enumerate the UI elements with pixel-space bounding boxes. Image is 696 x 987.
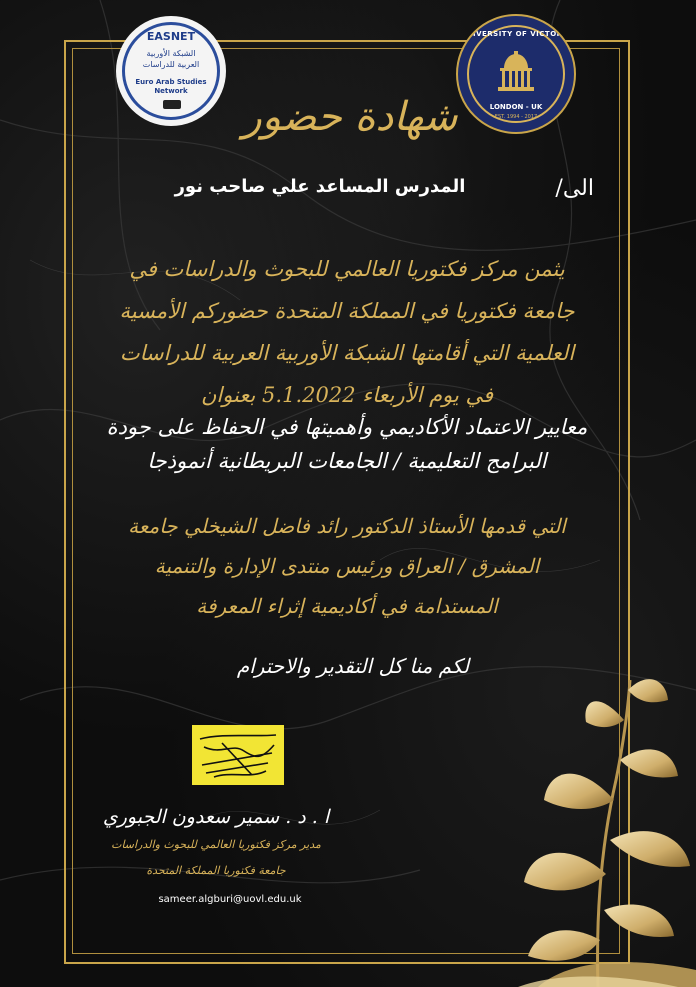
recipient-name: المدرس المساعد علي صاحب نور <box>174 176 466 197</box>
signer-institution: جامعة فكتوريا المملكة المتحدة <box>146 864 286 877</box>
graduation-cap-icon <box>163 100 181 109</box>
logo-est-text: EST. 1994 - 2017 <box>494 114 538 120</box>
logo-bottom-text: LONDON - UK <box>489 103 543 111</box>
seminar-title-line: البرامج التعليمية / الجامعات البريطانية أنموذجا <box>147 449 547 473</box>
signer-name: ا . د . سمير سعدون الجبوري <box>102 806 330 828</box>
signature-stamp <box>192 725 284 785</box>
signer-email: sameer.algburi@uovl.edu.uk <box>158 894 302 905</box>
logo-english-line: Euro Arab Studies <box>135 78 207 86</box>
paragraph-line: العلمية التي أقامتها الشبكة الأوربية العربية للدراسات <box>119 341 575 365</box>
paragraph-line: في يوم الأربعاء 5.1.2022 بعنوان <box>200 383 494 407</box>
seminar-title-line: معايير الاعتماد الأكاديمي وأهميتها في الحفاظ على جودة <box>106 415 588 439</box>
paragraph-line: المشرق / العراق ورئيس منتدى الإدارة والتنمية <box>154 554 540 578</box>
to-label: الى/ <box>555 176 594 201</box>
certificate-title: شهادة حضور <box>242 94 458 140</box>
logo-top-text: UNIVERSITY OF VICTORIA <box>460 30 572 38</box>
paragraph-line: يثمن مركز فكتوريا العالمي للبحوث والدراسات في <box>129 257 565 281</box>
appreciation-paragraph <box>88 248 606 416</box>
closing-line: لكم منا كل التقدير والاحترام <box>236 654 470 678</box>
paragraph-line: المستدامة في أكاديمية إثراء المعرفة <box>196 594 498 618</box>
logo-english-line: Network <box>154 87 188 95</box>
logo-arabic-line: الشبكة الأوربية <box>146 49 196 58</box>
signer-role: مدير مركز فكتوريا العالمي للبحوث والدراسات <box>111 838 321 851</box>
logo-arabic-line: العربية للدراسات <box>142 60 200 69</box>
handwritten-signature <box>192 725 284 785</box>
presenter-paragraph <box>88 506 606 626</box>
logo-name: EASNET <box>146 30 196 43</box>
paragraph-line: جامعة فكتوريا في المملكة المتحدة حضوركم الأمسية <box>119 299 575 323</box>
building-icon <box>492 50 540 98</box>
paragraph-line: التي قدمها الأستاذ الدكتور رائد فاضل الشيخلي جامعة <box>128 514 566 538</box>
logo-arabic-text <box>116 48 226 70</box>
golden-leaves-decoration <box>478 660 696 987</box>
seminar-title <box>88 410 606 478</box>
